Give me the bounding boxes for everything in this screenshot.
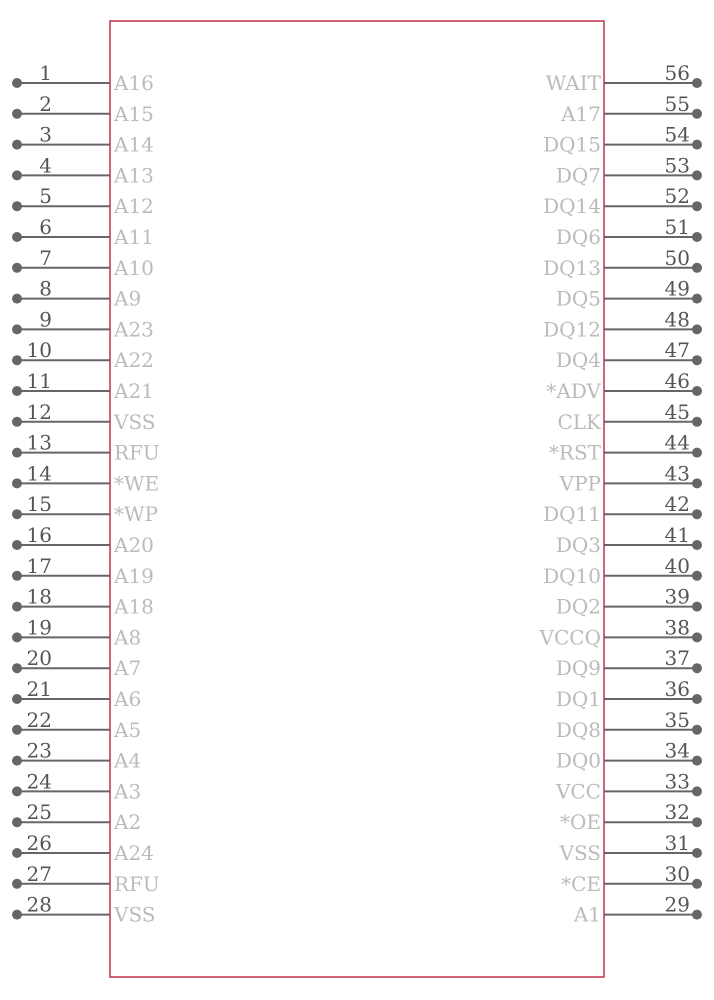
pin-number: 47 xyxy=(664,338,690,363)
pin-32 xyxy=(560,800,702,834)
pin-endpoint xyxy=(692,140,702,150)
pin-number: 23 xyxy=(26,738,52,763)
pin-endpoint xyxy=(692,417,702,427)
pin-16 xyxy=(12,523,154,557)
pin-24 xyxy=(12,769,141,803)
pin-44 xyxy=(549,431,702,465)
pin-22 xyxy=(12,708,141,742)
pin-name: DQ15 xyxy=(543,132,601,157)
pin-endpoint xyxy=(692,848,702,858)
pin-name: VSS xyxy=(114,902,156,927)
pin-number: 45 xyxy=(664,399,690,424)
pin-number: 13 xyxy=(26,430,52,455)
pin-name: VPP xyxy=(559,471,601,496)
pin-40 xyxy=(543,554,702,588)
pin-endpoint xyxy=(12,756,22,766)
pin-number: 14 xyxy=(26,461,52,486)
pin-number: 38 xyxy=(664,615,690,640)
pin-name: DQ0 xyxy=(555,748,601,773)
pin-number: 28 xyxy=(26,892,52,917)
pin-name: A1 xyxy=(573,902,601,927)
pin-number: 34 xyxy=(664,738,690,763)
pin-39 xyxy=(556,585,702,619)
pin-number: 32 xyxy=(664,800,690,825)
pin-name: DQ10 xyxy=(543,563,601,588)
pin-endpoint xyxy=(692,571,702,581)
pin-endpoint xyxy=(692,602,702,612)
pin-endpoint xyxy=(692,663,702,673)
pin-43 xyxy=(559,461,702,495)
pin-49 xyxy=(556,277,702,311)
pin-41 xyxy=(556,523,702,557)
pin-38 xyxy=(539,615,702,649)
pin-name: WAIT xyxy=(545,71,601,95)
pin-endpoint xyxy=(692,786,702,796)
pin-name: A4 xyxy=(114,748,142,773)
pin-42 xyxy=(543,492,702,526)
pin-name: DQ4 xyxy=(555,348,601,373)
pin-endpoint xyxy=(12,170,22,180)
pin-name: A12 xyxy=(114,194,154,219)
pin-name: DQ2 xyxy=(555,594,601,619)
pin-number: 11 xyxy=(26,369,52,393)
pin-name: *WP xyxy=(114,502,159,527)
pin-number: 44 xyxy=(664,430,690,455)
pin-name: A15 xyxy=(114,101,154,126)
pin-name: *OE xyxy=(560,810,601,835)
pin-name: A7 xyxy=(114,656,142,681)
pin-name: CLK xyxy=(557,409,601,434)
pin-endpoint xyxy=(692,109,702,119)
pin-number: 41 xyxy=(664,523,690,547)
pin-name: A23 xyxy=(114,317,154,342)
pin-endpoint xyxy=(12,848,22,858)
component-body xyxy=(110,21,604,977)
pin-14 xyxy=(12,461,159,495)
pin-number: 29 xyxy=(664,892,690,917)
pin-17 xyxy=(12,554,154,588)
pin-number: 31 xyxy=(664,831,690,855)
pin-endpoint xyxy=(12,725,22,735)
pin-number: 2 xyxy=(39,91,52,116)
pin-endpoint xyxy=(692,294,702,304)
pin-name: *ADV xyxy=(546,379,601,403)
pin-number: 6 xyxy=(39,215,52,239)
pin-7 xyxy=(12,246,154,280)
pin-number: 27 xyxy=(26,861,52,886)
pin-number: 51 xyxy=(664,215,690,239)
pin-endpoint xyxy=(12,140,22,150)
pin-55 xyxy=(560,92,702,126)
pin-name: A11 xyxy=(114,225,154,249)
pin-endpoint xyxy=(692,632,702,642)
pin-name: A21 xyxy=(114,379,154,403)
pin-endpoint xyxy=(12,324,22,334)
pin-56 xyxy=(546,61,702,95)
pin-33 xyxy=(555,769,702,803)
pin-1 xyxy=(12,61,154,95)
pin-endpoint xyxy=(12,294,22,304)
pin-52 xyxy=(543,184,702,218)
pin-endpoint xyxy=(692,170,702,180)
pin-name: A17 xyxy=(561,101,601,126)
pin-endpoint xyxy=(692,201,702,211)
pin-46 xyxy=(546,369,702,403)
pin-endpoint xyxy=(12,263,22,273)
pin-51 xyxy=(556,215,702,249)
pin-number: 19 xyxy=(26,615,52,640)
pin-name: A19 xyxy=(114,563,154,588)
pin-50 xyxy=(543,246,702,280)
pin-number: 10 xyxy=(26,338,52,363)
pin-endpoint xyxy=(12,478,22,488)
pin-number: 55 xyxy=(664,91,690,116)
pin-endpoint xyxy=(692,910,702,920)
pin-endpoint xyxy=(692,355,702,365)
pin-number: 9 xyxy=(39,307,52,332)
pin-name: A18 xyxy=(114,594,154,619)
pin-47 xyxy=(556,338,702,372)
pin-endpoint xyxy=(692,448,702,458)
pin-endpoint xyxy=(692,817,702,827)
pin-endpoint xyxy=(692,232,702,242)
pin-endpoint xyxy=(692,879,702,889)
pin-name: DQ1 xyxy=(555,687,601,711)
pin-endpoint xyxy=(12,694,22,704)
pin-endpoint xyxy=(12,879,22,889)
pin-25 xyxy=(12,800,141,834)
pin-number: 7 xyxy=(39,245,52,270)
pin-endpoint xyxy=(12,786,22,796)
pin-30 xyxy=(561,862,702,896)
pin-endpoint xyxy=(692,756,702,766)
pin-4 xyxy=(12,153,154,187)
pin-endpoint xyxy=(12,355,22,365)
pin-number: 24 xyxy=(26,769,52,794)
pin-endpoint xyxy=(692,386,702,396)
pin-name: A16 xyxy=(114,71,154,95)
pin-name: RFU xyxy=(114,871,160,896)
pin-endpoint xyxy=(12,632,22,642)
pin-endpoint xyxy=(12,571,22,581)
pin-18 xyxy=(12,585,154,619)
pin-26 xyxy=(12,831,154,865)
pin-name: DQ12 xyxy=(543,317,601,342)
pin-8 xyxy=(12,277,141,311)
pin-number: 39 xyxy=(664,584,690,609)
pin-37 xyxy=(556,646,702,680)
pin-name: VCC xyxy=(555,779,601,804)
pin-endpoint xyxy=(12,910,22,920)
pin-number: 30 xyxy=(664,861,690,886)
pin-endpoint xyxy=(692,694,702,704)
pin-endpoint xyxy=(12,448,22,458)
pin-endpoint xyxy=(692,540,702,550)
pin-35 xyxy=(556,708,702,742)
pin-21 xyxy=(12,677,141,711)
pin-number: 54 xyxy=(664,122,690,147)
pin-name: A6 xyxy=(114,687,142,711)
pin-number: 4 xyxy=(39,153,52,178)
pin-6 xyxy=(12,215,154,249)
pin-number: 15 xyxy=(26,492,52,517)
pin-endpoint xyxy=(12,602,22,612)
pin-endpoint xyxy=(12,509,22,519)
pin-number: 56 xyxy=(664,61,690,85)
pin-name: DQ14 xyxy=(543,194,601,219)
pin-name: A9 xyxy=(114,286,142,311)
pin-name: A2 xyxy=(114,810,142,835)
pin-number: 53 xyxy=(664,153,690,178)
pin-name: VSS xyxy=(114,409,156,434)
pin-endpoint xyxy=(12,417,22,427)
pin-54 xyxy=(543,123,702,157)
pin-number: 8 xyxy=(39,276,52,301)
pin-23 xyxy=(12,739,141,773)
pin-endpoint xyxy=(692,78,702,88)
pin-number: 18 xyxy=(26,584,52,609)
pin-number: 40 xyxy=(664,553,690,578)
pin-number: 42 xyxy=(664,492,690,517)
pin-27 xyxy=(12,862,160,896)
pin-number: 5 xyxy=(39,184,52,209)
pin-number: 1 xyxy=(39,61,52,85)
pin-name: A22 xyxy=(114,348,154,373)
pin-name: A24 xyxy=(114,841,154,865)
pin-endpoint xyxy=(692,263,702,273)
pin-endpoint xyxy=(12,663,22,673)
pin-53 xyxy=(556,153,702,187)
pin-endpoint xyxy=(12,232,22,242)
pin-endpoint xyxy=(692,725,702,735)
pin-name: *WE xyxy=(114,471,160,496)
pin-number: 25 xyxy=(26,800,52,825)
pin-5 xyxy=(12,184,154,218)
pin-endpoint xyxy=(12,78,22,88)
pin-48 xyxy=(543,307,702,341)
pin-20 xyxy=(12,646,141,680)
left-pin-group xyxy=(12,61,160,927)
pin-name: DQ13 xyxy=(543,255,601,280)
pin-45 xyxy=(557,400,702,434)
pin-number: 20 xyxy=(26,646,52,671)
pin-number: 49 xyxy=(664,276,690,301)
pin-name: *CE xyxy=(561,871,601,896)
pin-endpoint xyxy=(12,109,22,119)
pin-name: A5 xyxy=(114,717,142,742)
pin-number: 26 xyxy=(26,831,52,855)
pin-name: RFU xyxy=(114,440,160,465)
pin-name: DQ3 xyxy=(555,533,601,557)
pin-36 xyxy=(556,677,702,711)
pin-name: DQ9 xyxy=(555,656,601,681)
pin-13 xyxy=(12,431,160,465)
pin-number: 48 xyxy=(664,307,690,332)
pin-name: VCCQ xyxy=(539,625,601,650)
pin-endpoint xyxy=(692,509,702,519)
pin-34 xyxy=(556,739,702,773)
pin-28 xyxy=(12,893,156,927)
pin-endpoint xyxy=(12,386,22,396)
pin-number: 16 xyxy=(26,523,52,547)
pin-number: 37 xyxy=(664,646,690,671)
pin-name: *RST xyxy=(548,440,601,465)
pin-name: DQ6 xyxy=(555,225,601,249)
pin-2 xyxy=(12,92,154,126)
pin-31 xyxy=(559,831,703,865)
pin-name: DQ11 xyxy=(543,502,601,527)
pin-number: 17 xyxy=(26,553,52,578)
pin-name: DQ5 xyxy=(555,286,601,311)
pin-11 xyxy=(12,369,154,403)
pin-name: A8 xyxy=(114,625,142,650)
pin-12 xyxy=(12,400,156,434)
pin-9 xyxy=(12,307,154,341)
pin-name: A3 xyxy=(114,779,142,804)
pin-10 xyxy=(12,338,154,372)
pin-endpoint xyxy=(692,324,702,334)
pin-endpoint xyxy=(692,478,702,488)
pin-number: 21 xyxy=(26,677,52,701)
pin-number: 50 xyxy=(664,245,690,270)
pin-endpoint xyxy=(12,817,22,827)
pin-name: A20 xyxy=(114,533,154,557)
pin-name: DQ8 xyxy=(555,717,601,742)
pin-number: 43 xyxy=(664,461,690,486)
pin-3 xyxy=(12,123,154,157)
pin-name: DQ7 xyxy=(555,163,601,188)
pin-19 xyxy=(12,615,141,649)
right-pin-group xyxy=(539,61,702,927)
pin-number: 36 xyxy=(664,677,690,701)
pin-number: 46 xyxy=(664,369,690,393)
pin-number: 35 xyxy=(664,707,690,732)
pin-number: 22 xyxy=(26,707,52,732)
pin-15 xyxy=(12,492,158,526)
pin-number: 12 xyxy=(26,399,52,424)
pin-name: A14 xyxy=(114,132,154,157)
pin-number: 52 xyxy=(664,184,690,209)
pin-number: 33 xyxy=(664,769,690,794)
pin-number: 3 xyxy=(39,122,52,147)
pin-endpoint xyxy=(12,201,22,211)
pin-name: A13 xyxy=(114,163,154,188)
pin-endpoint xyxy=(12,540,22,550)
pin-name: A10 xyxy=(114,255,154,280)
pin-29 xyxy=(573,893,702,927)
pin-name: VSS xyxy=(559,841,601,865)
